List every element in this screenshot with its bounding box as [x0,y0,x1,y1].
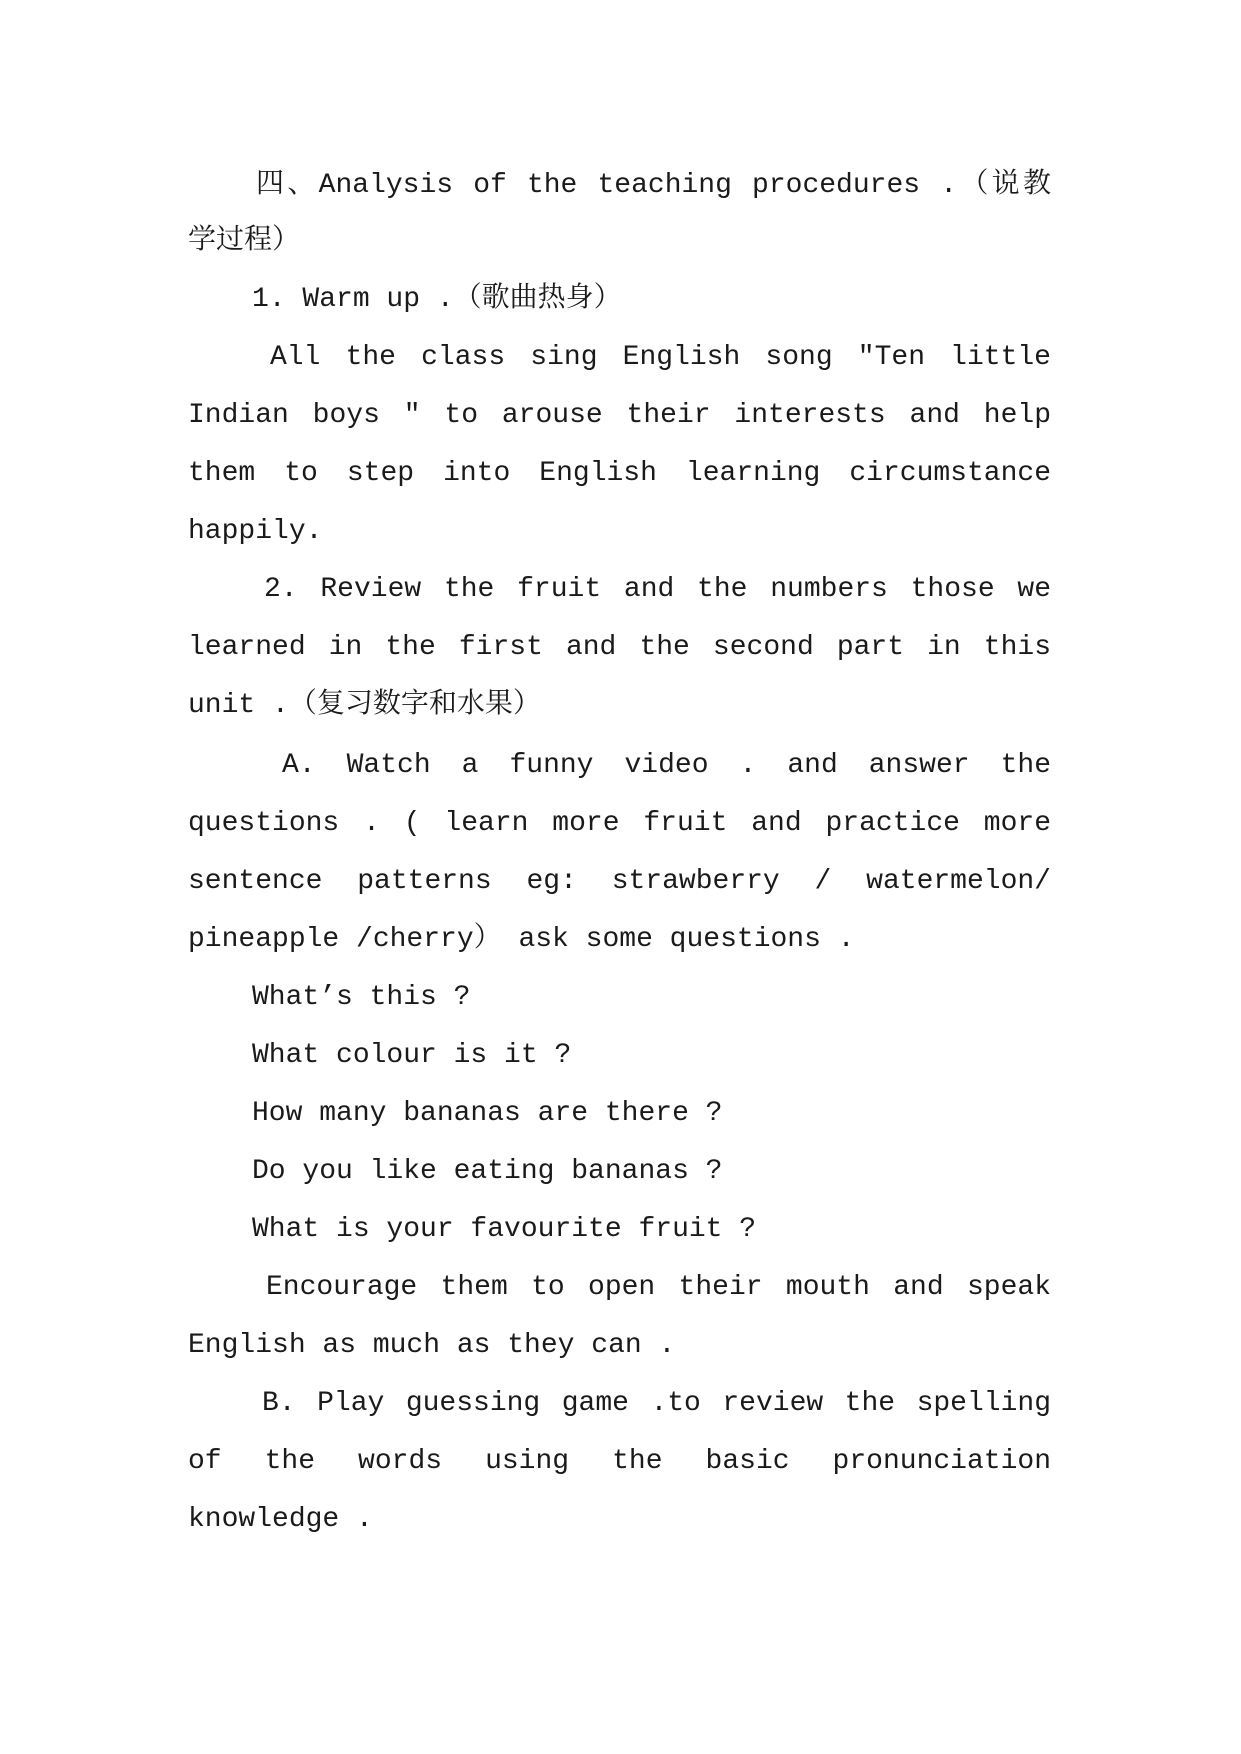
step-2-heading-line-2: learned in the first and the second part in this [188,632,1051,663]
paragraph-line: questions . ( learn more fruit and practice more [188,808,1051,839]
paragraph-line: English as much as they can . [188,1330,676,1361]
question-line: What is your favourite fruit ? [252,1214,757,1245]
paragraph-line: knowledge . [188,1504,373,1535]
paragraph-line: sentence patterns eg: strawberry / watermelon/ [188,866,1051,897]
paragraph-line: pineapple /cherry） ask some questions . [188,924,855,955]
paragraph-line: All the class sing English song "Ten little [270,342,1051,373]
paragraph-line: Encourage them to open their mouth and speak [266,1272,1051,1303]
question-line: What colour is it ? [252,1040,572,1071]
paragraph-line: A. Watch a funny video . and answer the [282,750,1051,781]
paragraph-line: of the words using the basic pronunciation [188,1446,1051,1477]
step-2-heading-line-3: unit .（复习数字和水果） [188,690,541,721]
paragraph-line: happily. [188,516,323,547]
paragraph-line: Indian boys " to arouse their interests and help [188,400,1051,431]
section-heading-line-2: 学过程） [188,226,301,257]
section-heading-line-1: 四、Analysis of the teaching procedures .（说教 [256,170,1051,201]
question-line: Do you like eating bananas ? [252,1156,723,1187]
step-2-heading-line-1: 2. Review the fruit and the numbers those we [264,574,1051,605]
paragraph-line: them to step into English learning circumstance [188,458,1051,489]
question-line: What’s this ? [252,982,471,1013]
paragraph-line: B. Play guessing game .to review the spelling [262,1388,1051,1419]
question-line: How many bananas are there ? [252,1098,723,1129]
step-1-heading: 1. Warm up .（歌曲热身） [252,284,622,315]
